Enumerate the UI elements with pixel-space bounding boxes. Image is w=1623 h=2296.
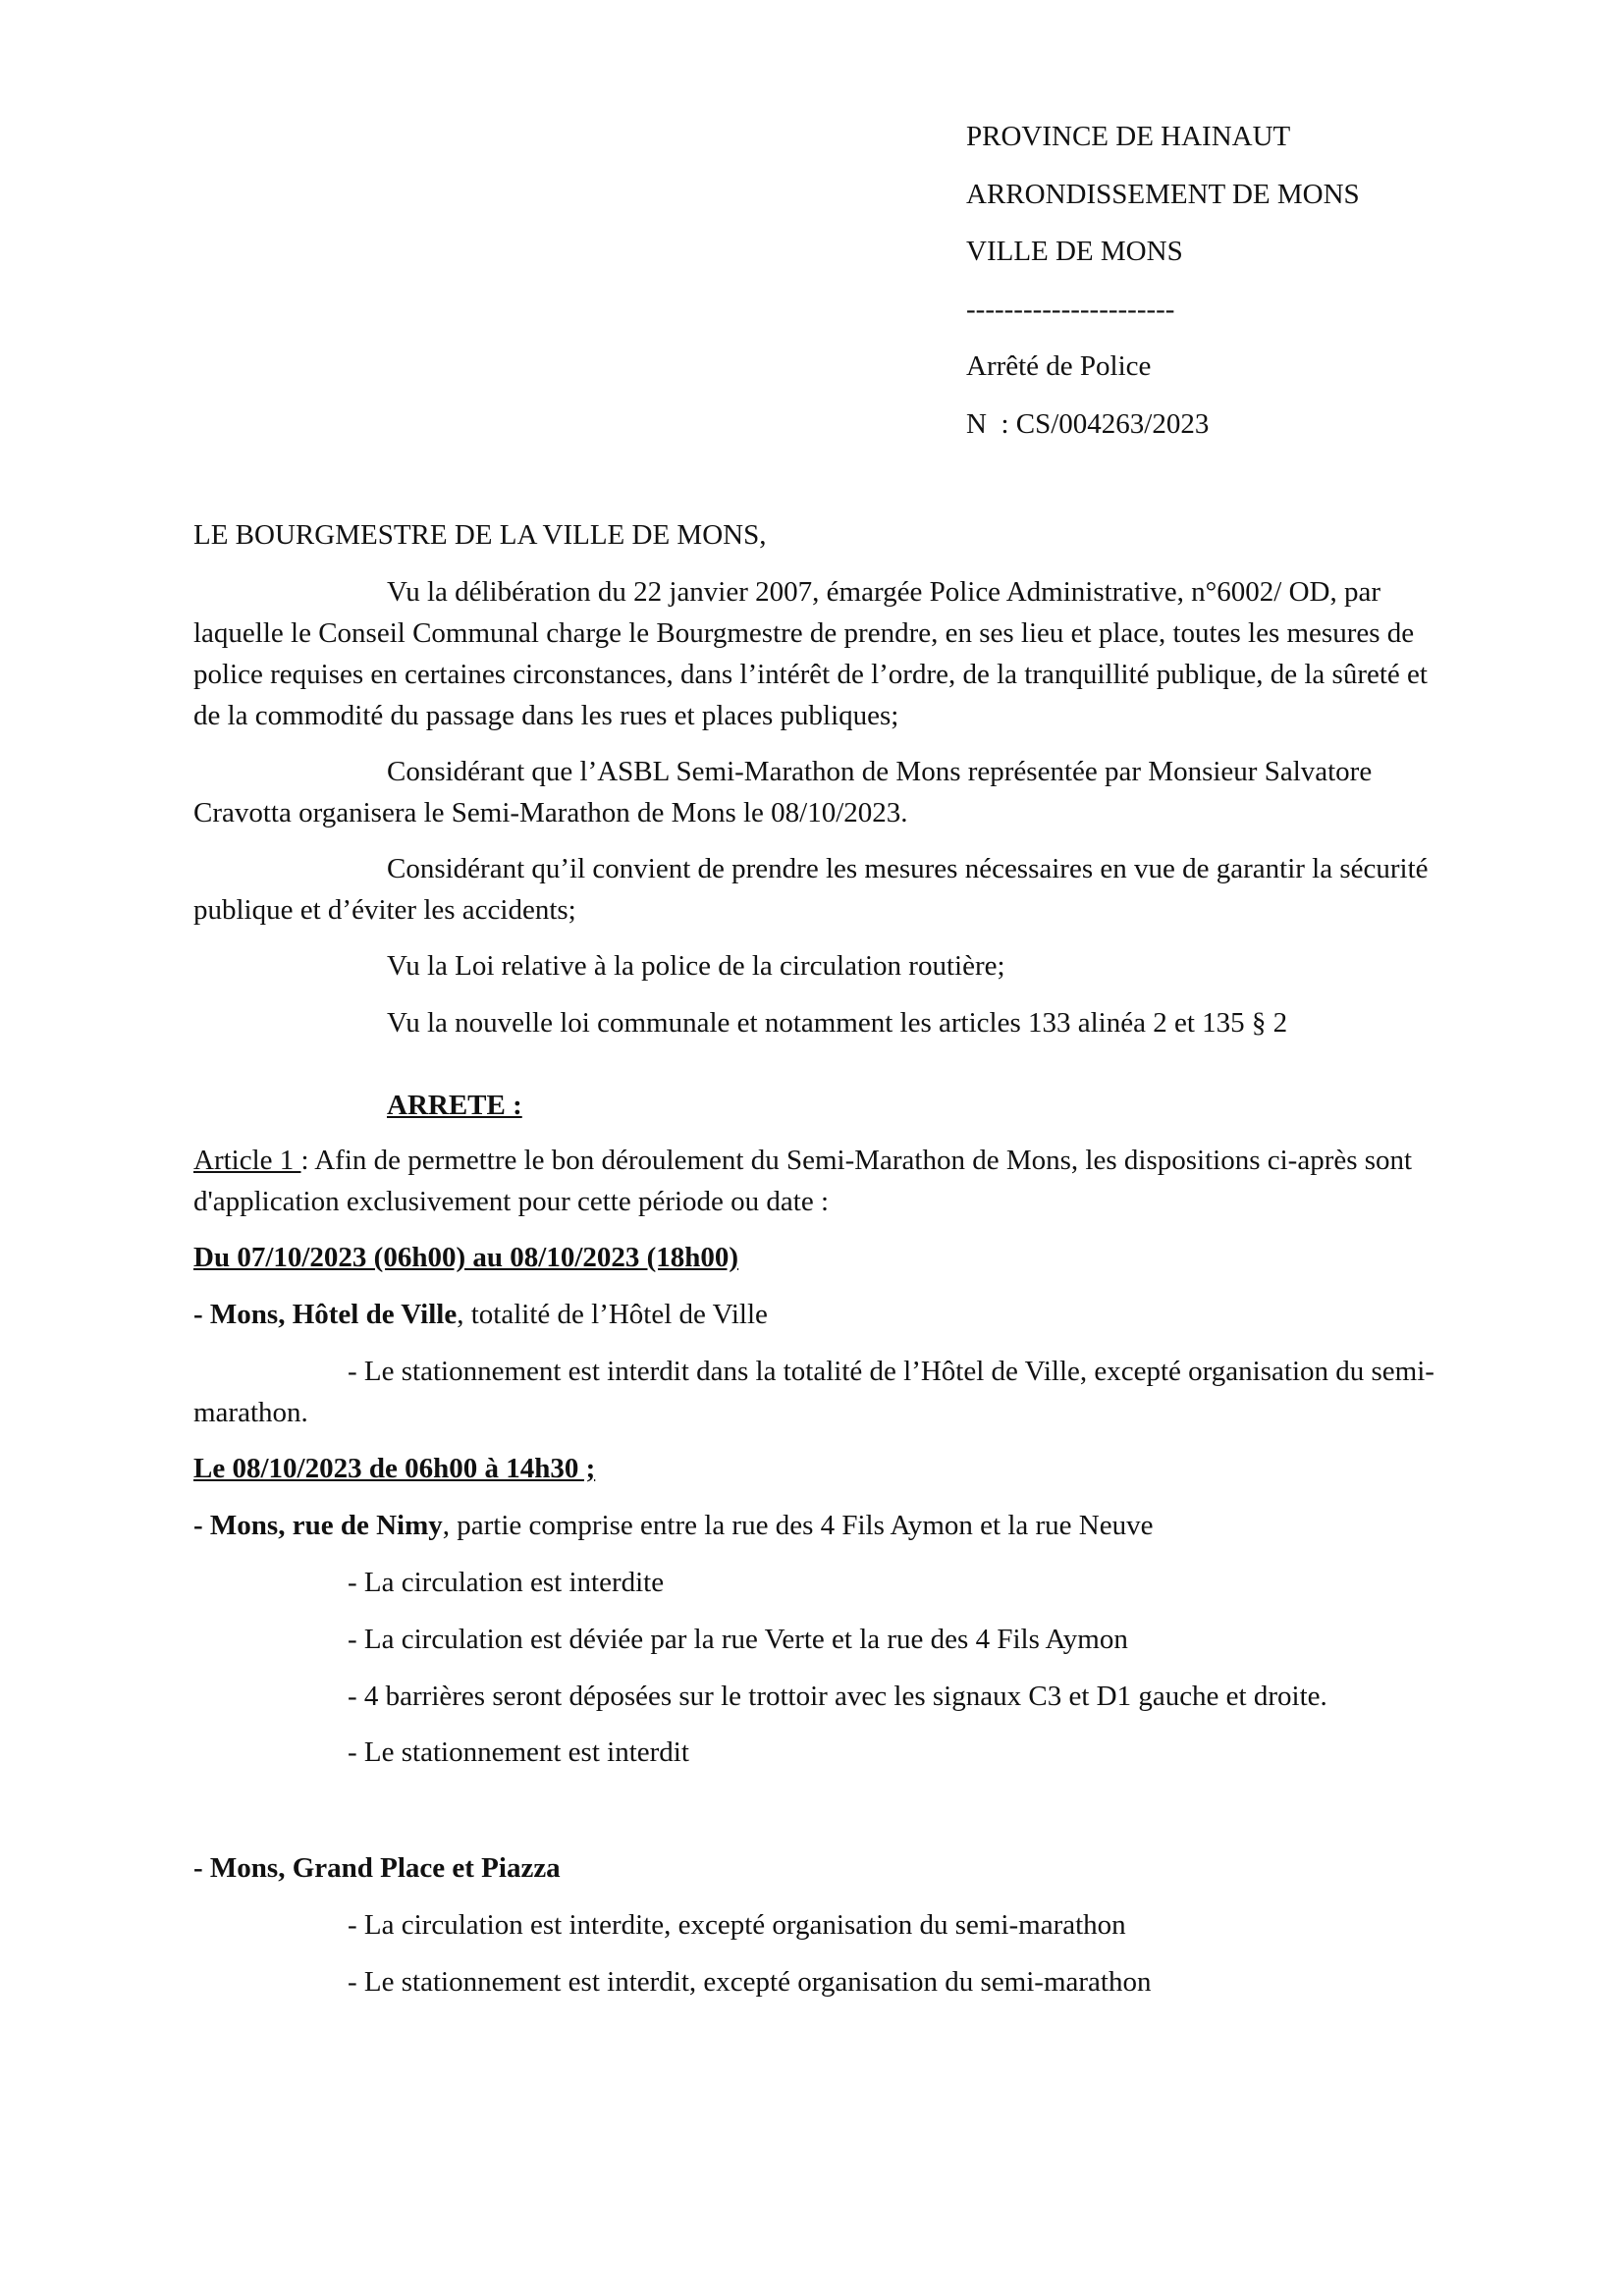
measure-line: - La circulation est interdite <box>348 1567 665 1598</box>
doc-type-line: Arrêté de Police <box>966 350 1152 382</box>
period-1-location-name: - Mons, Hôtel de Ville <box>193 1299 458 1330</box>
period-2-location-2-name: - Mons, Grand Place et Piazza <box>193 1852 561 1884</box>
period-1-location-detail: , totalité de l’Hôtel de Ville <box>457 1299 768 1330</box>
vu-deliberation-paragraph: Vu la délibération du 22 janvier 2007, émargée Police Administrative, n°6002/ OD, par laquelle le Conseil Communal charge le Bourgmestre de prendre, en ses lieu et place, toutes les mesures de police requises en certaines circonstances, dans l’intérêt de l’ordre, de la tranquillité publique, de la sûreté et de la commodité du passage dans les rues et places publiques; <box>193 576 1428 731</box>
measure-line: - Le stationnement est interdit, excepté organisation du semi-marathon <box>348 1966 1152 1998</box>
letterhead <box>966 116 1595 460</box>
measure-line: - La circulation est interdite, excepté organisation du semi-marathon <box>348 1909 1126 1941</box>
ville-line: VILLE DE MONS <box>966 236 1183 267</box>
period-1-heading: Du 07/10/2023 (06h00) au 08/10/2023 (18h00) <box>193 1242 739 1273</box>
section-spacer <box>193 1789 1435 1847</box>
arrondissement-line: ARRONDISSEMENT DE MONS <box>966 178 1360 210</box>
period-1-location <box>193 1294 1435 1335</box>
period-2-location-1-name: - Mons, rue de Nimy <box>193 1510 443 1541</box>
measure-line: - 4 barrières seront déposées sur le trottoir avec les signaux C3 et D1 gauche et droite. <box>348 1681 1327 1712</box>
considerant-mesures-paragraph: Considérant qu’il convient de prendre les mesures nécessaires en vue de garantir la sécurité publique et d’éviter les accidents; <box>193 853 1429 926</box>
measure-line: - Le stationnement est interdit <box>348 1736 689 1768</box>
article-1-text: : Afin de permettre le bon déroulement du Semi-Marathon de Mons, les dispositions ci-après sont d'application exclusivement pour cette période ou date : <box>193 1145 1413 1217</box>
authority-heading: LE BOURGMESTRE DE LA VILLE DE MONS, <box>193 519 767 551</box>
vu-loi-paragraph: Vu la Loi relative à la police de la circulation routière; <box>387 950 1005 982</box>
period-2-location-1-detail: , partie comprise entre la rue des 4 Fils Aymon et la rue Neuve <box>442 1510 1154 1541</box>
province-line: PROVINCE DE HAINAUT <box>966 121 1291 152</box>
considerant-asbl-paragraph: Considérant que l’ASBL Semi-Marathon de Mons représentée par Monsieur Salvatore Cravotta organisera le Semi-Marathon de Mons le 08/10/2023. <box>193 756 1373 828</box>
arrete-title: ARRETE : <box>387 1090 522 1121</box>
period-2-heading: Le 08/10/2023 de 06h00 à 14h30 ; <box>193 1453 596 1484</box>
vu-nouvelle-loi-paragraph: Vu la nouvelle loi communale et notamment les articles 133 alinéa 2 et 135 § 2 <box>387 1007 1288 1039</box>
measure-line: - La circulation est déviée par la rue Verte et la rue des 4 Fils Aymon <box>348 1624 1128 1655</box>
document-body <box>193 514 1435 2018</box>
period-1-measure: - Le stationnement est interdit dans la totalité de l’Hôtel de Ville, excepté organisation du semi-marathon. <box>193 1356 1434 1428</box>
separator-line: ---------------------- <box>966 293 1175 325</box>
period-2-location-1 <box>193 1505 1435 1546</box>
article-1-label: Article 1 <box>193 1145 301 1176</box>
doc-number-line: N : CS/004263/2023 <box>966 407 1210 440</box>
article-1-paragraph <box>193 1140 1435 1222</box>
